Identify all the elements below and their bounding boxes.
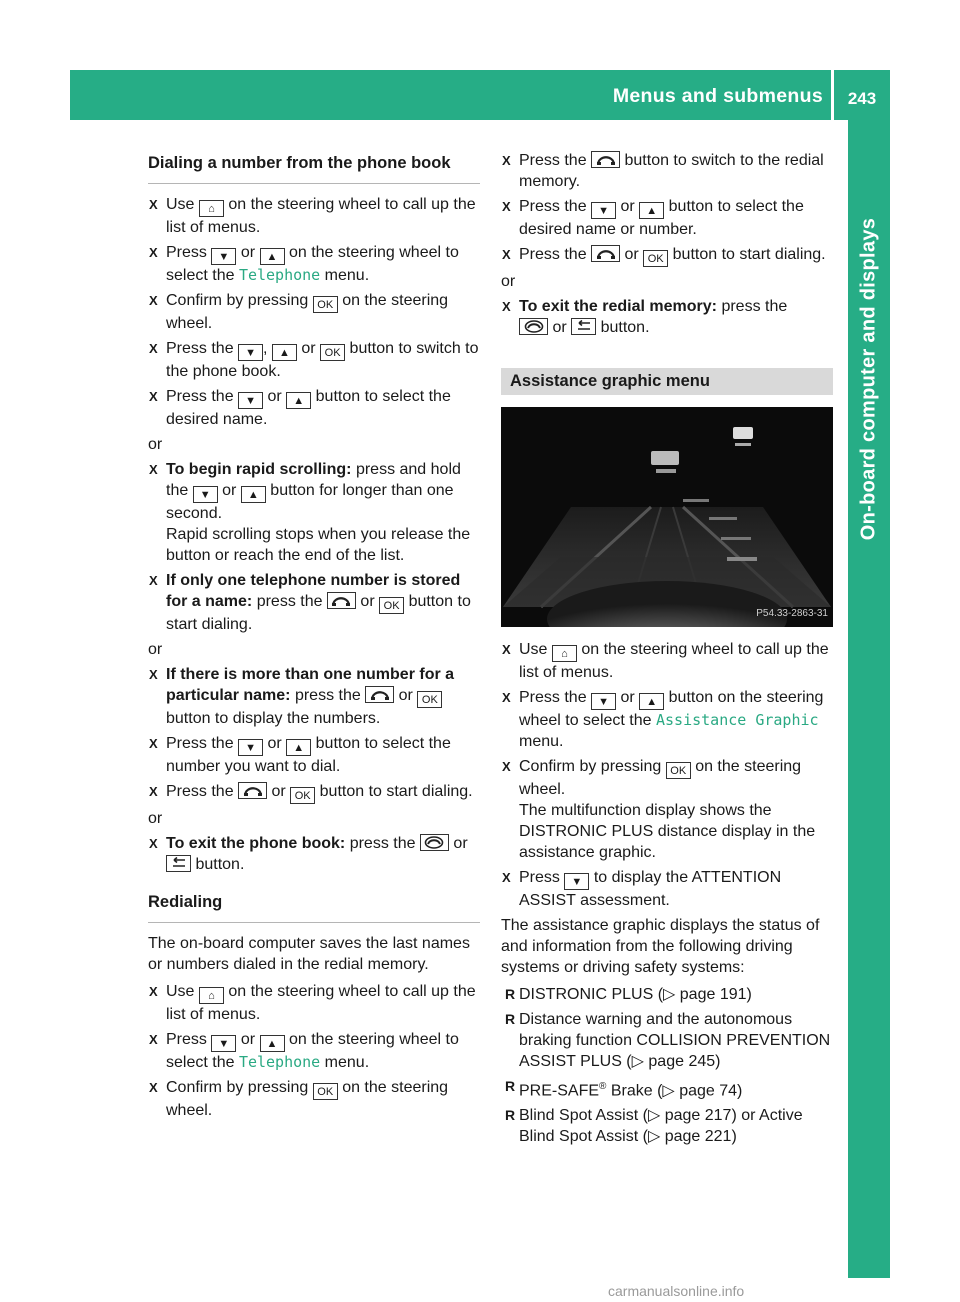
step-marker-icon: X [149, 462, 158, 477]
up-button-icon: ▲ [260, 1035, 285, 1052]
step-item: X Press ▼ or ▲ on the steering wheel to select the Telephone menu. [149, 244, 459, 284]
step-marker-icon: X [149, 784, 158, 799]
step-item: X If there is more than one number for a particular name: press the or OK button to display the numbers. [149, 666, 455, 727]
phone-call-icon [591, 151, 620, 168]
step-item: X Press ▼ or ▲ on the steering wheel to select the Telephone menu. [149, 1031, 459, 1071]
list-item: R Blind Spot Assist (▷ page 217) or Active Blind Spot Assist (▷ page 221) [505, 1107, 803, 1146]
step-item: X To exit the phone book: press the or button. [149, 835, 468, 873]
step-marker-icon: X [149, 389, 158, 404]
list-item: R DISTRONIC PLUS (▷ page 191) [505, 986, 752, 1003]
up-button-icon: ▲ [272, 344, 297, 361]
assistance-graphic-figure [501, 407, 833, 627]
step-marker-icon: X [149, 293, 158, 308]
step-marker-icon: X [502, 642, 511, 657]
ok-button-icon: OK [643, 250, 668, 267]
section-title-assistance-graphic: Assistance graphic menu [501, 368, 833, 395]
step-marker-icon: X [502, 759, 511, 774]
bullet-marker-icon: R [505, 1078, 516, 1094]
ok-button-icon: OK [379, 597, 404, 614]
right-column [501, 150, 833, 1151]
dashboard-display-illustration [501, 407, 833, 627]
phone-call-icon [327, 592, 356, 609]
page-number: 243 [847, 89, 877, 108]
page-header-title: Menus and submenus [612, 85, 823, 107]
step-marker-icon: X [149, 1080, 158, 1095]
step-marker-icon: X [149, 984, 158, 999]
step-item: X If only one telephone number is stored for a name: press the or OK button to start dialing. [149, 572, 471, 633]
down-button-icon: ▼ [591, 202, 616, 219]
page-ref-icon: ▷ [631, 1053, 644, 1070]
down-button-icon: ▼ [591, 693, 616, 710]
ok-button-icon: OK [313, 296, 338, 313]
phone-end-icon [420, 834, 449, 851]
step-item: X Press the ▼ or ▲ button to select the number you want to dial. [149, 735, 451, 775]
step-item: X Use ⌂ on the steering wheel to call up the list of menus. [502, 641, 829, 681]
list-item: R PRE-SAFE® Brake (▷ page 74) [505, 1078, 743, 1100]
down-button-icon: ▼ [238, 739, 263, 756]
section-title-dialing: Dialing a number from the phone book [148, 150, 480, 184]
down-button-icon: ▼ [564, 873, 589, 890]
step-item: X Press the or OK button to start dialing. [502, 246, 826, 265]
back-button-icon [571, 318, 596, 335]
step-marker-icon: X [502, 690, 511, 705]
step-marker-icon: X [502, 247, 511, 262]
step-item: X Confirm by pressing OK on the steering wheel. [149, 1079, 449, 1119]
list-item: R Distance warning and the autonomous braking function COLLISION PREVENTION ASSIST PLUS (▷ page 245) [505, 1011, 831, 1070]
home-button-icon: ⌂ [552, 645, 577, 662]
step-marker-icon: X [502, 153, 511, 168]
step-item: X Use ⌂ on the steering wheel to call up the list of menus. [149, 196, 476, 236]
step-item: X Press the ▼ or ▲ button to select the desired name. [149, 388, 451, 428]
step-marker-icon: X [149, 573, 158, 588]
down-button-icon: ▼ [238, 392, 263, 409]
down-button-icon: ▼ [211, 248, 236, 265]
step-item: X Use ⌂ on the steering wheel to call up the list of menus. [149, 983, 476, 1023]
phone-call-icon [365, 686, 394, 703]
down-button-icon: ▼ [238, 344, 263, 361]
up-button-icon: ▲ [260, 248, 285, 265]
phone-call-icon [238, 782, 267, 799]
step-marker-icon: X [149, 736, 158, 751]
or-separator: or [148, 810, 163, 827]
up-button-icon: ▲ [639, 202, 664, 219]
page-ref-icon: ▷ [647, 1128, 661, 1146]
assistance-intro-paragraph: The assistance graphic displays the status of and information from the following driving systems or driving safety systems: [501, 917, 820, 976]
ok-button-icon: OK [290, 787, 315, 804]
step-marker-icon: X [149, 197, 158, 212]
up-button-icon: ▲ [241, 486, 266, 503]
down-button-icon: ▼ [193, 486, 218, 503]
ok-button-icon: OK [417, 691, 442, 708]
step-item: X To begin rapid scrolling: press and hold the ▼ or ▲ button for longer than one second. Rapid scrolling stops when you release the button or reach the end of the list. [149, 461, 471, 564]
phone-call-icon [591, 245, 620, 262]
ok-button-icon: OK [313, 1083, 338, 1100]
side-tab-label: On-board computer and displays [857, 217, 880, 541]
ok-button-icon: OK [320, 344, 345, 361]
side-marker-square [848, 826, 890, 868]
step-marker-icon: X [502, 299, 511, 314]
bullet-marker-icon: R [505, 1107, 516, 1124]
phone-end-icon [519, 318, 548, 335]
back-button-icon [166, 855, 191, 872]
redial-intro-paragraph: The on-board computer saves the last names or numbers dialed in the redial memory. [148, 935, 470, 973]
step-marker-icon: X [502, 199, 511, 214]
or-separator: or [501, 273, 516, 290]
ok-button-icon: OK [666, 762, 691, 779]
menu-name-telephone: Telephone [238, 1053, 321, 1071]
step-item: X Press the ▼ or ▲ button to select the desired name or number. [502, 198, 804, 238]
step-marker-icon: X [149, 836, 158, 851]
step-item: X To exit the redial memory: press the or button. [502, 298, 788, 336]
step-item: X Press the or OK button to start dialing. [149, 783, 473, 802]
step-marker-icon: X [502, 870, 511, 885]
bullet-marker-icon: R [505, 1011, 516, 1027]
step-marker-icon: X [149, 245, 158, 260]
step-item: X Press the ▼ , ▲ or OK button to switch to the phone book. [149, 340, 479, 380]
step-marker-icon: X [149, 341, 158, 356]
section-title-redialing: Redialing [148, 889, 480, 923]
home-button-icon: ⌂ [199, 987, 224, 1004]
step-item: X Confirm by pressing OK on the steering wheel. [149, 292, 449, 332]
step-marker-icon: X [149, 667, 158, 682]
home-button-icon: ⌂ [199, 200, 224, 217]
page-ref-icon: ▷ [662, 1082, 675, 1100]
page-ref-icon: ▷ [647, 1107, 661, 1125]
up-button-icon: ▲ [639, 693, 664, 710]
step-marker-icon: X [149, 1032, 158, 1047]
or-separator: or [148, 436, 163, 453]
up-button-icon: ▲ [286, 739, 311, 756]
step-item: X Press ▼ to display the ATTENTION ASSIST assessment. [502, 869, 782, 909]
bullet-marker-icon: R [505, 986, 516, 1002]
page-ref-icon: ▷ [663, 986, 676, 1003]
or-separator: or [148, 641, 163, 658]
figure-label: P54.33-2863-31 [756, 608, 828, 619]
up-button-icon: ▲ [286, 392, 311, 409]
left-column [148, 150, 480, 1125]
step-item: X Press the button to switch to the redial memory. [502, 152, 824, 190]
menu-name-assistance-graphic: Assistance Graphic [655, 711, 819, 729]
down-button-icon: ▼ [211, 1035, 236, 1052]
footer-watermark: carmanualsonline.info [608, 1283, 745, 1299]
step-item: X Confirm by pressing OK on the steering wheel. The multifunction display shows the DISTRONIC PLUS distance display in the assistance graphic. [502, 758, 816, 861]
step-item: X Press the ▼ or ▲ button on the steering wheel to select the Assistance Graphic menu. [502, 689, 824, 750]
menu-name-telephone: Telephone [238, 266, 321, 284]
